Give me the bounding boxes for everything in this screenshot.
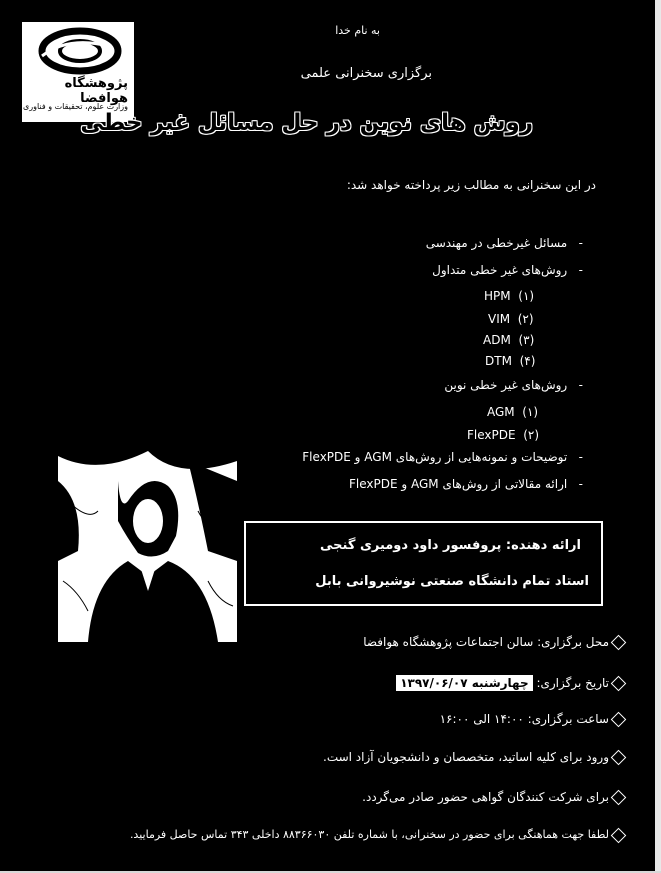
entry-text: ورود برای کلیه اساتید، متخصصان و دانشجویان آزاد است.: [323, 750, 609, 764]
topic-item-2: [432, 263, 583, 277]
date-line: [396, 675, 624, 691]
diamond-bullet-icon: [611, 635, 627, 651]
diamond-bullet-icon: [611, 827, 627, 843]
topic-item-1: [426, 236, 583, 250]
topic-item-4: [302, 450, 583, 464]
date-value: چهارشنبه ۱۳۹۷/۰۶/۰۷: [396, 675, 532, 691]
sub-item-hpm: HPM (۱): [484, 289, 535, 303]
logo-name: پژوهشگاه هوافضا: [64, 76, 128, 106]
sub-item-agm: AGM (۱): [487, 405, 539, 419]
institute-logo: [22, 22, 134, 122]
sub-item-flexpde: FlexPDE (۲): [467, 428, 540, 442]
certificate-line: [362, 790, 624, 804]
bullet-dash: -: [578, 450, 583, 464]
intro-text: در این سخنرانی به مطالب زیر پرداخته خواهد شد:: [346, 178, 596, 192]
presenter-name: ارائه دهنده: پروفسور داود دومیری گنجی: [320, 538, 581, 553]
bullet-dash: -: [578, 236, 583, 250]
presenter-box: [244, 521, 603, 606]
venue-text: محل برگزاری: سالن اجتماعات پژوهشگاه هوافضا: [363, 635, 609, 649]
topic-item-3: [444, 378, 583, 392]
topic-label: توضیحات و نمونه‌هایی از روش‌های AGM و FlexPDE: [302, 450, 568, 464]
diamond-bullet-icon: [611, 790, 627, 806]
contact-line: [130, 828, 624, 841]
date-label: تاریخ برگزاری:: [536, 676, 609, 690]
basmala: به نام خدا: [335, 24, 380, 37]
bullet-dash: -: [578, 263, 583, 277]
topic-label: ارائه مقالاتی از روش‌های AGM و FlexPDE: [348, 477, 568, 491]
page-title: روش های نوین در حل مسائل غیر خطی: [80, 110, 533, 136]
entry-line: [323, 750, 624, 764]
sub-item-vim: VIM (۲): [488, 312, 534, 326]
event-subtitle: برگزاری سخنرانی علمی: [300, 66, 432, 81]
diamond-bullet-icon: [611, 676, 627, 692]
contact-text: لطفا جهت هماهنگی برای حضور در سخنرانی، با شماره تلفن ۸۸۳۶۶۰۳۰ داخلی ۳۴۳ تماس حاصل فرمایید.: [129, 828, 609, 841]
time-line: [440, 712, 624, 726]
window-right-edge: [655, 0, 661, 873]
topic-item-5: [349, 477, 583, 491]
topic-label: روش‌های غیر خطی نوین: [444, 378, 568, 392]
sub-item-adm: ADM (۳): [483, 333, 535, 347]
certificate-text: برای شرکت کنندگان گواهی حضور صادر می‌گردد.: [362, 790, 609, 804]
logo-emblem-icon: [28, 26, 124, 76]
sub-item-dtm: DTM (۴): [485, 354, 536, 368]
presenter-title: استاد تمام دانشگاه صنعتی نوشیروانی بابل: [315, 574, 589, 589]
diamond-bullet-icon: [611, 750, 627, 766]
topic-label: مسائل غیرخطی در مهندسی: [425, 236, 568, 250]
bullet-dash: -: [578, 378, 583, 392]
bullet-dash: -: [578, 477, 583, 491]
time-text: ساعت برگزاری: ۱۴:۰۰ الی ۱۶:۰۰: [439, 712, 609, 726]
topic-label: روش‌های غیر خطی متداول: [432, 263, 568, 277]
presenter-photo: [58, 441, 237, 642]
venue-line: [363, 635, 624, 649]
logo-ministry: وزارت علوم، تحقیقات و فناوری: [23, 102, 128, 111]
diamond-bullet-icon: [611, 712, 627, 728]
